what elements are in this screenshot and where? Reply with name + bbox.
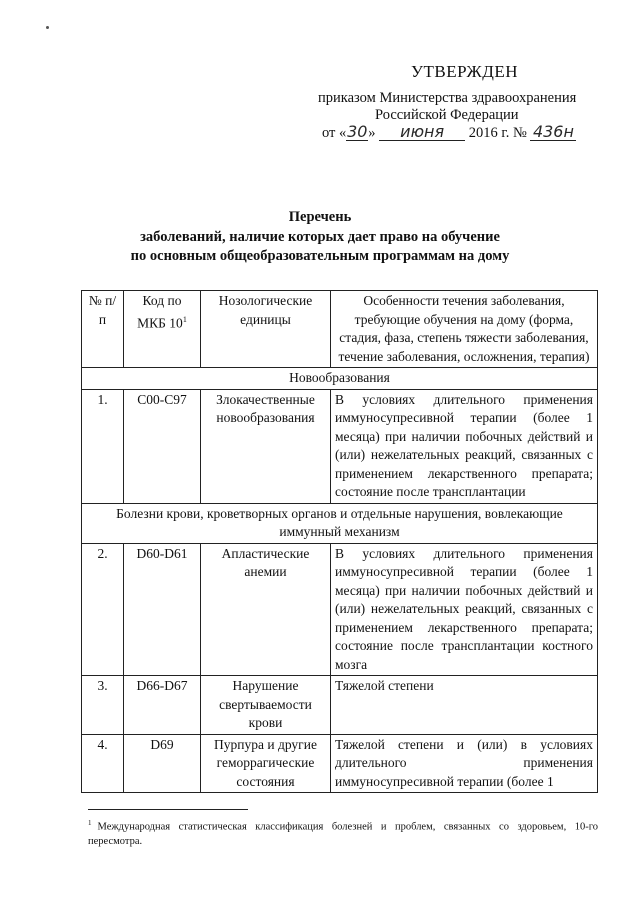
row-num: 3. [82, 676, 124, 735]
doc-title: Перечень [288, 209, 352, 225]
footnote-text: Международная статистическая классификация болезней и проблем, связанных со здоровьем, 10-го пересмотра. [88, 821, 598, 847]
row-num: 4. [82, 734, 124, 793]
row-code: D66-D67 [124, 676, 201, 735]
date-day: 30 [347, 122, 368, 141]
row-unit: Пурпура и другие геморрагические состояния [201, 734, 331, 793]
row-features: В условиях длительного применения иммуносупресивной терапии (более 1 месяца) при наличии побочных действий и (или) нежелательных реакций, связанных с применением лекарственного препарата; состояние после трансплантации [331, 389, 598, 503]
footnote-divider [88, 809, 248, 810]
section-blood: Болезни крови, кроветворных органов и отдельные нарушения, вовлекающие иммунный механизм [82, 503, 598, 543]
date-mid: » [368, 125, 376, 141]
date-prefix: от « [322, 125, 347, 141]
row-code: С00-С97 [124, 389, 201, 503]
row-num: 2. [82, 543, 124, 676]
header-num: № п/п [82, 291, 124, 368]
table-row [82, 734, 598, 793]
row-num: 1. [82, 389, 124, 503]
date-month: июня [379, 124, 465, 141]
doc-subtitle-2: по основным общеобразовательным программам на дому [130, 248, 510, 264]
order-line-1: приказом Министерства здравоохранения [318, 90, 577, 106]
order-line-2: Российской Федерации [375, 107, 519, 123]
row-unit: Злокачественные новообразования [201, 389, 331, 503]
order-number: 436н [530, 124, 576, 141]
approved-stamp: УТВЕРЖДЕН [411, 62, 518, 81]
table-row [82, 676, 598, 735]
footnote-mark: 1 [88, 819, 92, 827]
disease-table [81, 290, 598, 793]
header-unit: Нозологические единицы [201, 291, 331, 368]
header-code: Код по МКБ $10^1$ [124, 291, 201, 368]
header-features: Особенности течения заболевания, требующие обучения на дому (форма, стадия, фаза, степень тяжести заболевания, течение заболевания, осложнения, терапия) [331, 291, 598, 368]
section-row [82, 368, 598, 390]
section-neoplasms: Новообразования [82, 368, 598, 390]
section-row [82, 503, 598, 543]
row-features: Тяжелой степени и (или) в условиях длительного применения иммуносупресивной терапии (более 1 [331, 734, 598, 793]
footnote [88, 816, 598, 849]
row-code: D60-D61 [124, 543, 201, 676]
table-row [82, 389, 598, 503]
row-features: В условиях длительного применения иммуносупресивной терапии (более 1 месяца) при наличии побочных действий и (или) нежелательных реакций, связанных с применением лекарственного препарата; состояние после трансплантации костного мозга [331, 543, 598, 676]
footnote-ref: 1 [182, 314, 187, 324]
row-unit: Апластические анемии [201, 543, 331, 676]
scan-speck [46, 26, 49, 29]
row-unit: Нарушение свертываемости крови [201, 676, 331, 735]
table-header-row [82, 291, 598, 368]
row-features: Тяжелой степени [331, 676, 598, 735]
table-row [82, 543, 598, 676]
row-code: D69 [124, 734, 201, 793]
doc-subtitle-1: заболеваний, наличие которых дает право на обучение [140, 229, 500, 245]
order-date-line [322, 124, 576, 142]
date-year: 2016 г. № [468, 125, 527, 141]
